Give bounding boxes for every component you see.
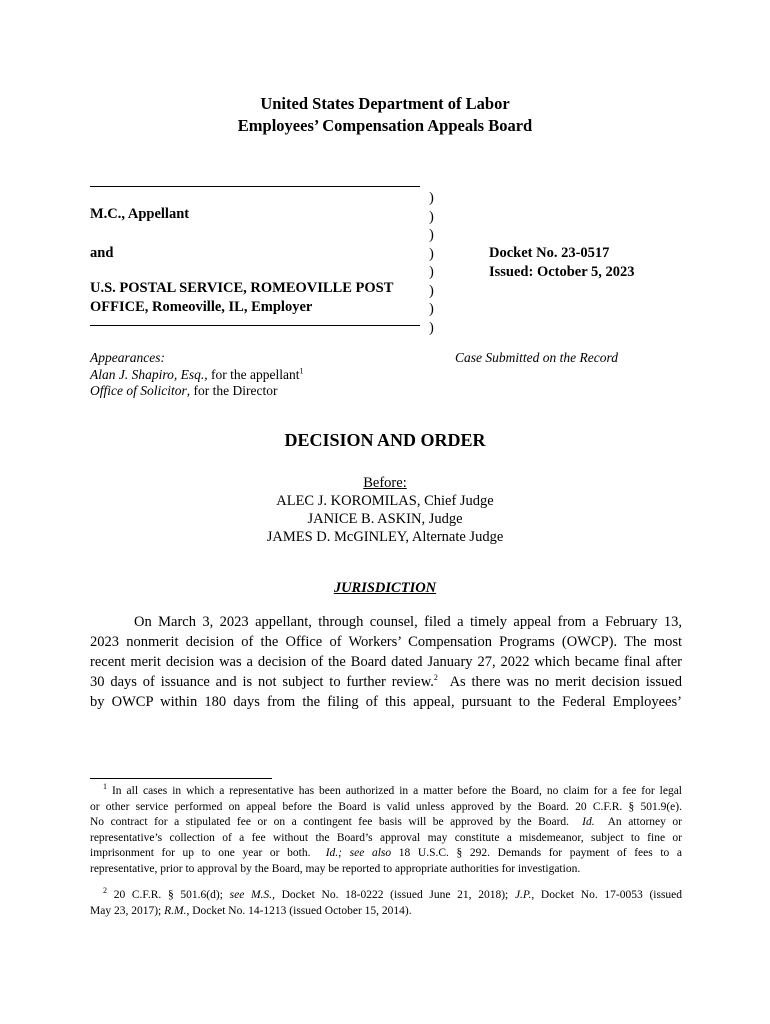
judge-1: ALEC J. KOROMILAS, Chief Judge: [276, 493, 494, 509]
jurisdiction-heading: JURISDICTION: [333, 580, 437, 596]
decision-title: DECISION AND ORDER: [284, 430, 486, 450]
docket-number: Docket No. 23-0517: [489, 245, 610, 261]
appearance-attorney: Alan J. Shapiro, Esq., for the appellant$^1$: [90, 366, 304, 382]
before-label: Before:: [363, 475, 407, 491]
board-name: Employees’ Compensation Appeals Board: [237, 116, 533, 135]
footnote-separator: [90, 778, 272, 779]
jurisdiction-paragraph: On March 3, 2023 appellant, through counsel, filed a timely appeal from a February 13, 2023 nonmerit decision of the Office of Workers’ Compensation Programs (OWCP). The most recent merit decision was a decision of the Board dated January 27, 2022 which became final after 30 days of issuance and is not subject to further review.$^2$ As there was no merit decision issued by OWCP within 180 days from the filing of this appeal, pursuant to the Federal Employees’: [90, 614, 682, 710]
caption-and: and: [90, 245, 114, 261]
appellant-name: M.C., Appellant: [90, 206, 190, 222]
footnote-2: $^2$ 20 C.F.R. § 501.6(d); see M.S., Docket No. 18-0222 (issued June 21, 2018); J.P., Docket No. 17-0053 (issued May 23, 2017); R.M., Docket No. 14-1213 (issued October 15, 2014).: [90, 886, 683, 917]
judge-2: JANICE B. ASKIN, Judge: [307, 511, 463, 527]
panel-judges: [0, 474, 770, 546]
appearances: [90, 350, 303, 400]
docket-info: [489, 244, 635, 281]
judge-3: JAMES D. McGINLEY, Alternate Judge: [266, 529, 504, 545]
agency-name: United States Department of Labor: [260, 94, 510, 113]
caption-bottom-rule: [90, 325, 420, 326]
caption-parens: ) ) ) ) ) ) ) ): [429, 190, 434, 336]
employer-name: U.S. POSTAL SERVICE, ROMEOVILLE POST OFFICE, Romeoville, IL, Employer: [90, 280, 394, 315]
case-submitted-note: Case Submitted on the Record: [455, 350, 618, 365]
appearance-solicitor: Office of Solicitor, for the Director: [90, 383, 278, 398]
appearances-label: Appearances:: [90, 350, 165, 365]
caption-top-rule: [90, 186, 420, 187]
issued-date: Issued: October 5, 2023: [489, 263, 635, 280]
footnote-1: $^1$ In all cases in which a representative has been authorized in a matter before the Board, no claim for a fee for legal or other service performed on appeal before the Board is valid unless approved by the Board. 20 C.F.R. § 501.9(e). No contract for a stipulated fee or on a contingent fee basis will be approved by the Board. Id. An attorney or representative’s collection of a fee without the Board’s approval may constitute a misdemeanor, subject to fine or imprisonment for up to one year or both. Id.; see also 18 U.S.C. § 292. Demands for payment of fees to a representative, prior to approval by the Board, may be reported to appropriate authorities for investigation.: [90, 782, 683, 875]
